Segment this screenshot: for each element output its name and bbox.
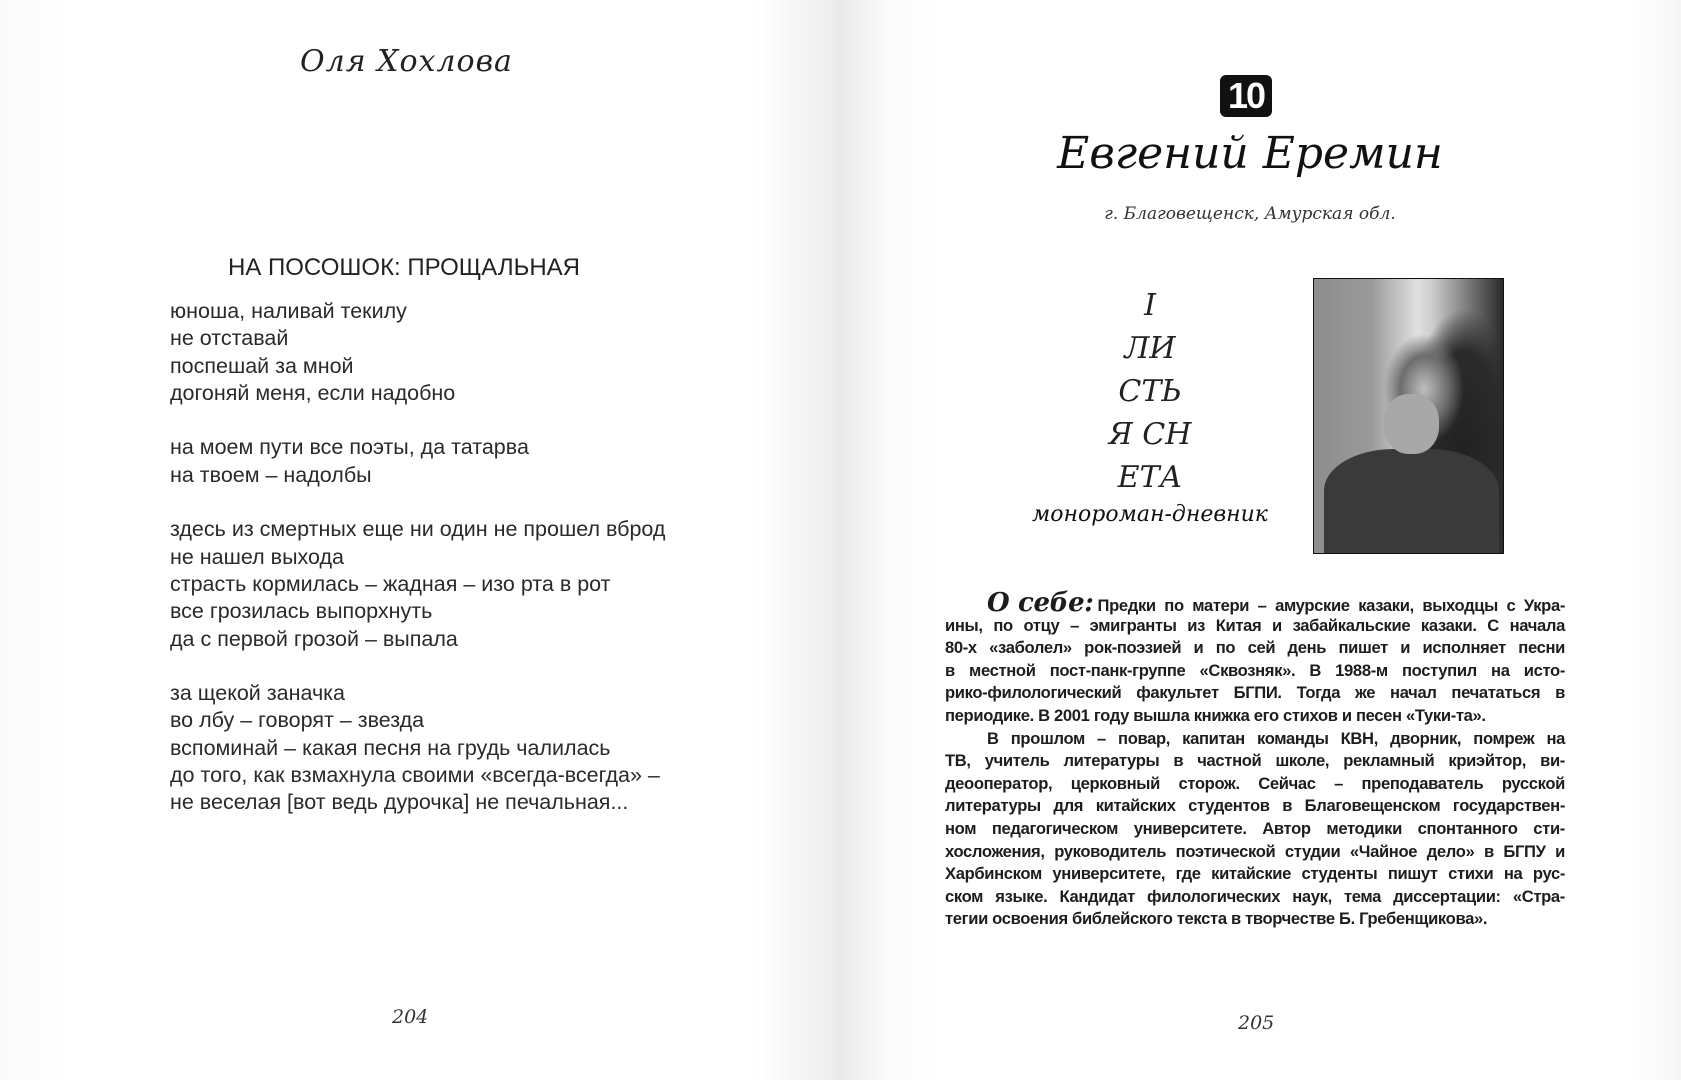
author-location: г. Благовещенск, Амурская обл. bbox=[1104, 204, 1396, 224]
poem-stanza bbox=[170, 680, 665, 816]
poem-line: догоняй меня, если надобно bbox=[170, 380, 456, 405]
poem-line: не веселая [вот ведь дурочка] не печальная... bbox=[170, 790, 629, 815]
bio-line: деооператор, церковный сторож. Сейчас – преподаватель русской bbox=[945, 773, 1565, 793]
bio-line: тегии освоения библейского текста в творчестве Б. Гребенщикова». bbox=[945, 909, 1488, 929]
poem-line: не отставай bbox=[170, 326, 289, 351]
work-title-line: I bbox=[1144, 288, 1156, 323]
poem-stanza bbox=[170, 516, 665, 652]
work-title-line: СТЬ bbox=[1118, 374, 1182, 409]
poem-line: вспоминай – какая песня на грудь чалилась bbox=[170, 735, 611, 760]
poem-body bbox=[170, 298, 665, 844]
poem-line: не нашел выхода bbox=[170, 544, 345, 569]
poem-line: здесь из смертных еще ни один не прошел вброд bbox=[170, 517, 666, 542]
bio-line: ТВ, учитель литературы в частной школе, рекламный криэйтор, ви- bbox=[945, 751, 1565, 771]
bio-line: ском языке. Кандидат филологических наук, тема диссертации: «Стра- bbox=[945, 886, 1565, 906]
poem-line: все грозилась выпорхнуть bbox=[170, 599, 433, 624]
poem-line: на моем пути все поэты, да татарва bbox=[170, 435, 529, 460]
work-title bbox=[1020, 284, 1280, 499]
running-head: Оля Хохлова bbox=[300, 44, 513, 79]
work-title-line: ЛИ bbox=[1124, 331, 1176, 366]
work-title-line: Я СН bbox=[1108, 417, 1192, 452]
photo-hand bbox=[1384, 394, 1439, 454]
about-label: О себе: bbox=[987, 588, 1094, 618]
chapter-number-badge: 10 bbox=[1220, 75, 1272, 117]
bio-line: литературы для китайских студентов в Благовещенском государствен- bbox=[945, 796, 1565, 816]
author-bio bbox=[945, 588, 1565, 931]
bio-line: В прошлом – повар, капитан команды КВН, дворник, помреж на bbox=[987, 728, 1565, 748]
poem-line: поспешай за мной bbox=[170, 353, 354, 378]
author-photo bbox=[1313, 278, 1504, 554]
author-name: Евгений Еремин bbox=[1057, 128, 1443, 179]
poem-line: страсть кормилась – жадная – изо рта в рот bbox=[170, 571, 611, 596]
work-subtitle: монороман-дневник bbox=[1032, 502, 1268, 527]
poem-line: во лбу – говорят – звезда bbox=[170, 708, 425, 733]
poem-line: да с первой грозой – выпала bbox=[170, 626, 458, 651]
poem-stanza bbox=[170, 298, 665, 407]
photo-coat bbox=[1324, 449, 1499, 553]
poem-line: до того, как взмахнула своими «всегда-всегда» – bbox=[170, 763, 660, 788]
poem-line: юноша, наливай текилу bbox=[170, 299, 407, 323]
bio-line: рико-филологический факультет БГПИ. Тогда же начал печататься в bbox=[945, 683, 1565, 703]
bio-line: в местной пост-панк-группе «Сквозняк». В 1988-м поступил на исто- bbox=[945, 660, 1565, 680]
poem-line: на твоем – надолбы bbox=[170, 462, 372, 487]
bio-line: ном педагогическом университете. Автор методики спонтанного сти- bbox=[945, 818, 1565, 838]
bio-line: периодике. В 2001 году вышла книжка его стихов и песен «Туки-та». bbox=[945, 705, 1486, 725]
bio-text: Предки по матери – амурские казаки, выходцы с Укра- bbox=[1097, 596, 1565, 615]
bio-line: ины, по отцу – эмигранты из Китая и забайкальские казаки. С начала bbox=[945, 615, 1565, 635]
poem-stanza bbox=[170, 434, 665, 489]
bio-line bbox=[945, 588, 1565, 618]
poem-title: НА ПОСОШОК: ПРОЩАЛЬНАЯ bbox=[228, 254, 580, 281]
page-number: 204 bbox=[392, 1006, 429, 1028]
left-page bbox=[0, 0, 838, 1080]
poem-line: за щекой заначка bbox=[170, 681, 345, 706]
bio-line: хосложения, руководитель поэтической студии «Чайное дело» в БГПУ и bbox=[945, 841, 1565, 861]
bio-line: Харбинском университете, где китайские студенты пишут стихи на рус- bbox=[945, 864, 1565, 884]
work-title-line: ЕТА bbox=[1117, 460, 1183, 495]
page-number: 205 bbox=[1238, 1012, 1275, 1034]
bio-line: 80-х «заболел» рок-поэзией и по сей день пишет и исполняет песни bbox=[945, 638, 1565, 658]
